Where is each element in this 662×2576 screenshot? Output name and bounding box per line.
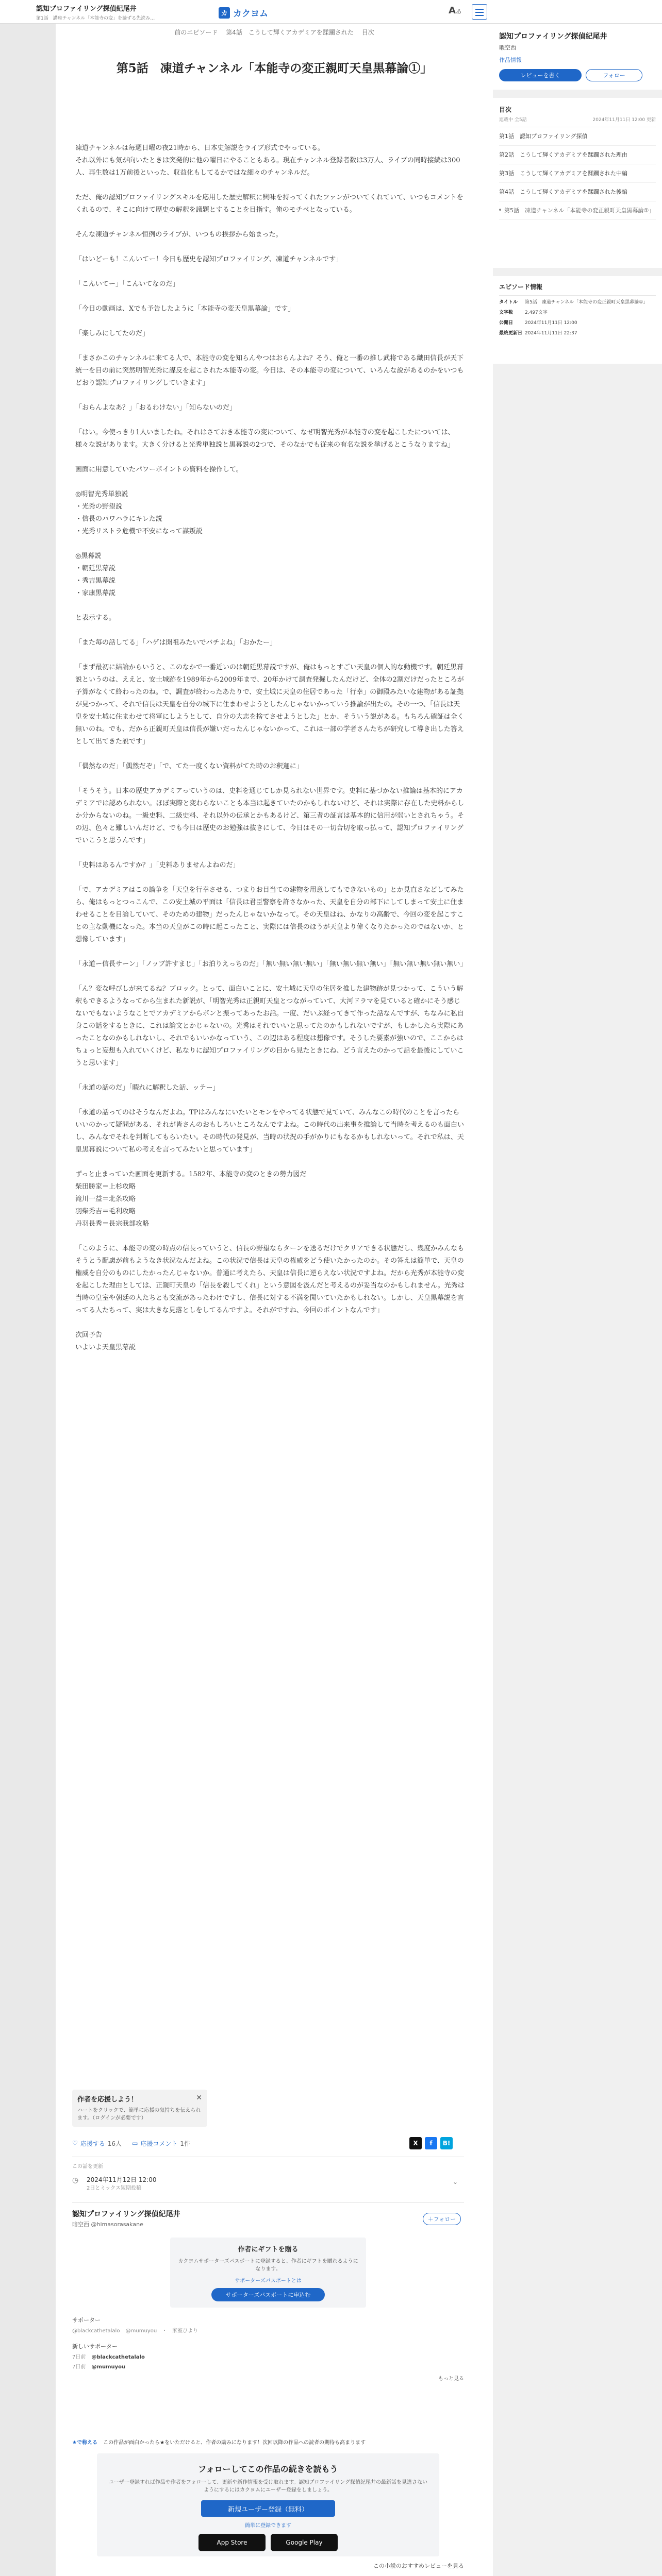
aa-small: あ [455,8,461,15]
body-paragraph: ずっと止まっていた画面を更新する。1582年、本能寺の変のときの勢力図だ 柴田勝家＝上杉攻略 滝川一益＝北条攻略 羽柴秀吉＝毛利攻略 丹羽長秀＝長宗我部攻略 [75,1171,307,1228]
body-paragraph: 「はいどーも！こんいてー！今日も歴史を認知プロファイリング、凍道チャンネルです」 [75,256,343,263]
sidebar-work-title[interactable]: 認知プロファイリング探偵紀尾井 [499,32,607,41]
body-paragraph: 「おらんよなあ？」「おるわけない」「知らないのだ」 [75,404,237,412]
author-section [72,2202,464,2439]
body-paragraph: 「また毎の話してる」「ハゲは開祖みたいでバチよね」「おかたー」 [75,639,277,647]
new-supporter-name[interactable]: @mumuyou [91,2364,126,2370]
supporter-name[interactable]: @blackcathetalalo [72,2328,120,2334]
info-value: 2024年11月11日 22:37 [525,331,577,336]
follow-cta-desc: ユーザー登録すれば作品や作者をフォローして、更新や新作情報を受け取れます。認知プロファイリング探偵紀尾井の最新話を見逃さないようにするにはカクヨムにユーザー登録をしましょう。 [108,2480,428,2493]
info-value: 2,497文字 [525,310,548,315]
follow-author-button[interactable] [423,2213,461,2225]
toc-meta [499,116,656,127]
body-paragraph: 「そうそう。日本の歴史アカデミアっていうのは、史料を通じてしか見られない世界です。史料に基づかない推論は基本的にアカデミアでは認められない。ほぼ実際と変わらないことも本当は起きていたのかもしれないけど、それは実際に存在した史料からしか分からないのね。一級史料、二級史料、それ以外の伝承とかもあるけど、第三者の証言は基本的に信用が弱いとされちゃう。その辺、色々と難しいんだけど、でも今日は歴史のお勉強は抜きにして、今日はその一切合切を取っ払って、認知プロファイリングでいこうと思うんです」 [75,787,465,844]
write-review-button[interactable]: レビューを書く [499,69,582,81]
body-paragraph: 次回予告 いよいよ天皇黒幕説 [75,1331,136,1351]
body-paragraph: ◎明智光秀単独説 ・光秀の野望説 ・信長のパワハラにキレた説 ・光秀リストラ危機で不安になって謀叛説 [75,490,203,535]
gift-button[interactable]: サポーターズパスポートに申込む [211,2288,325,2301]
gift-link[interactable]: サポーターズパスポートとは [235,2278,302,2284]
chevron-down-icon[interactable]: ⌄ [452,2178,458,2185]
hatena-share-icon[interactable]: B! [440,2137,453,2149]
recommend-row [72,2438,464,2449]
main-content [56,24,493,2576]
author-name[interactable]: 認知プロファイリング探偵紀尾井 [72,2210,180,2218]
update-label: この話を更新 [72,2164,103,2170]
gift-title: 作者にギフトを贈る [238,2246,299,2253]
work-subtitle: 第1話 講座チャンネル「本能寺の変」を論ずる先読み… [36,16,155,21]
work-title[interactable]: 認知プロファイリング探偵紀尾井 [36,5,137,13]
body-paragraph: 「まさかこのチャンネルに来てる人で、本能寺の変を知らんやつはおらんよね？そう、俺と一番の推し武将である織田信長が天下統一を目の前に突然明智光秀に謀反を起こされた本能寺の変。今日は、その本能寺の変について、いろんな説があるのかをいつもどおり認知プロファイリングしていきます」 [75,354,464,387]
body-paragraph: 「偶然なのだ」「偶然だぞ」「で、てた一度くない資料がてた時のお釈迦に」 [75,762,303,770]
episode-body [75,142,465,1366]
gift-desc: カクヨムサポーターズパスポートに登録すると、作者にギフトを贈れるようになります。 [178,2259,358,2272]
body-paragraph: 「今日の動画は、Xでも予告したように「本能寺の変天皇黒幕論」です」 [75,305,295,313]
supporter-note: @mumuyou ・ 家室ひより [125,2328,198,2334]
facebook-share-icon[interactable]: f [425,2137,437,2149]
clock-icon: ◷ [72,2176,79,2184]
update-sub: 2日とミックス短期投稿 [87,2185,142,2191]
toc-updated: 2024年11月11日 12:00 更新 [592,117,656,123]
body-paragraph: と表示する。 [75,614,116,622]
supporters-label: サポーター [72,2317,101,2324]
comment-count: 1件 [180,2140,191,2147]
body-paragraph: 「で、アカデミアはこの論争を「天皇を行幸させる、つまりお目当ての建物を用意してもできないもの」とか見直さなどしてみたら、俺はもっとつっこんで、この安土城の平面は「信長は君臣警察を許さなかった、天皇を自分の部下にしてしまって安土に住まわせることを目論していて、そのための建物」だったんじゃないかなって。その天皇はね、かなりの高齢で、今回の変を起こすことの主な動機になった。本当の天皇がこの時に起こったこと、実際には信長のほうが天皇より偉くなりたかったのではないか、と想像しています」 [75,886,464,943]
toc-link[interactable]: 目次 [361,29,374,36]
recommend-desc: この作品が面白かったら★をいただけると、作者の励みになります！次回以降の作品への読者の期待も高まります [103,2440,366,2446]
more-supporters-link[interactable]: もっと見る [438,2376,464,2382]
google-play-button[interactable]: Google Play [271,2534,338,2551]
body-paragraph: 「このように、本能寺の変の時点の信長っていうと、信長の野望ならターンを送るだけでクリアできる状態だし、幾度かみんなもそうとう配慮が前もようなき状況なんだよね。この状況で信長は天皇の権威をどう使いたかったのか。その答えは簡単で、天皇の権威を自分のものにしたかったんじゃないか。普通に考えたら、天皇は信長に逆らえない状況ですよね。だから光秀が本能寺の変を起こした理由としては、正親町天皇の「信長を殺してくれ」という意図を汲んだと考えるのが妥当なのかもしれません。光秀は当時の皇室や朝廷の人たちとも交流があったわけですし、信長に対する不満を聞いていたかもしれない。しかし、天皇黒幕説を言ってる人たちって、実は大きな見落としをしてるんですよ。それがですね、今回のポイントなんです」 [75,1245,465,1314]
info-key: 公開日 [499,320,514,326]
follow-label: フォロー [433,2216,456,2223]
share-buttons [409,2137,453,2149]
support-desc: ハートをクリックで、簡単に応援の気持ちを伝えられます。（ログインが必要です） [77,2108,201,2121]
toc-item[interactable]: 第4話 こうして輝くアカデミアを蹂躙された後編 [499,183,656,201]
new-supporter-date: 7日前 [72,2364,86,2370]
close-icon[interactable]: ✕ [196,2094,202,2102]
plus-icon: ＋ [427,2216,434,2223]
logo-mark-icon: カ [219,7,230,19]
logo-text: カクヨム [233,9,268,19]
star-recommend-label[interactable]: ★で称える [72,2440,97,2446]
body-paragraph: 「楽しみにしてたのだ」 [75,330,150,337]
new-supporter-date: 7日前 [72,2354,86,2360]
reviews-link[interactable]: この小説のおすすめレビューを見る [373,2563,464,2569]
comment-button[interactable] [132,2139,190,2148]
new-supporter-row [72,2352,464,2360]
info-key: タイトル [499,300,518,305]
follow-cta-title: フォローしてこの作品の続きを読もう [198,2464,338,2474]
cheer-label: 応援する [80,2140,105,2147]
body-paragraph: 「まず最初に結論からいうと、このなかで一番近いのは朝廷黒幕説ですが、俺はもっとすごい天皇の個人的な動機です。朝廷黒幕説というのは、ええと、安土城跡を1989年から2009年まで、20年かけて調査発掘したんだけど、全体の2割だけだったところが予算がなくて終わったのね。で、調査が終わったあたりで、安土城に天皇の住居であった「行幸」の御殿みたいな建物がある証拠が見つかって、それで信長は天皇を自分の城下に住まわせようとしたんじゃないかっていう推論が出たの。その一つ、「信長は天皇を安土城に住まわせて将軍にしようとして、自分の大志を捨てさせようとした」とか、そういう説がある。もちろん確証は全く無いのね。でも、だから正親町天皇は信長が嫌いだったんじゃないかって、これは一部の学者さんたちが研究して導き出した答えとして出てきた説です」 [75,664,464,745]
gift-box [170,2238,366,2308]
cheer-count: 16人 [107,2140,122,2147]
sidebar-work-card [493,24,662,90]
author-id[interactable]: 暗空西 @himasorasakane [72,2221,143,2228]
episode-info [493,276,662,364]
body-paragraph: そんな凍道チャンネル恒例のライブが、いつもの挨拶から始まった。 [75,231,283,239]
current-episode-link[interactable]: 第4話 こうして輝くアカデミアを蹂躙された [226,29,354,36]
cheer-button[interactable] [72,2139,122,2148]
body-paragraph: 「永道の話のだ」「暇れに解釈した話、ッテー」 [75,1084,220,1092]
support-title: 作者を応援しよう！ [77,2096,138,2104]
app-store-button[interactable]: App Store [198,2534,266,2551]
info-key: 文字数 [499,310,514,315]
table-of-contents [493,98,662,268]
reaction-row [72,2136,464,2150]
info-row [499,299,656,306]
toc-item-current[interactable]: 第5話 凍道チャンネル「本能寺の変正親町天皇黒幕論①」 [499,201,656,220]
sidebar-buttons [499,69,656,81]
comment-icon: ▭ [132,2140,138,2147]
toc-status: 連載中 全5話 [499,117,527,123]
toc-title: 目次 [499,106,512,113]
body-paragraph: 「永道ー信長サーン」「ノッブ許すまじ」「お泊りえっちのだ」「無い無い無い無い」「無い無い無い無い」「無い無い無い無い無い」 [75,960,467,968]
toc-item[interactable]: 第1話 認知プロファイリング探偵 [499,127,656,146]
body-paragraph: 「はい。今使っきり1人いましたね。それはさておき本能寺の変について、なぜ明智光秀が本能寺の変を起こしたについては、様々な説があります。大きく分けると光秀単独説と黒幕説の2つで、そのなかでも従来の有名な説を挙げるとこうなりますね」 [75,429,455,449]
app-store-badges [106,2534,430,2551]
signup-button[interactable]: 新規ユーザー登録（無料） [201,2500,335,2517]
supporter-row [72,2326,464,2334]
new-supporter-name[interactable]: @blackcathetalalo [91,2354,145,2360]
work-info-link[interactable]: 作品情報 [499,57,522,63]
body-paragraph: 凍道チャンネルは毎週日曜の夜21時から、日本史解説をライブ形式でやっている。 それ以外にも気が向いたときは突発的に他の曜日にやることもある。現在チャンネル登録者数は3万人、ライブの同時接続は300人、再生数は1万前後といった、収益化もしてるかではな細々のチャンネルだ。 [75,144,460,177]
new-supporter-row [72,2362,464,2370]
new-supporters-label: 新しいサポーター [72,2343,118,2350]
info-key: 最終更新日 [499,331,523,336]
prev-episode-link[interactable]: 前のエピソード [174,29,218,36]
body-paragraph: 「ん？変な呼びしが来てるね？ブロック。とって、面白いことに、安土城に天皇の住居を推した建物跡が見つかって、こういう解釈もできるようなってから生まれた新説が、「明智光秀は正親町天皇とつながっていて、大河ドラマを見ていると確かにそう感じないでもないようなことでアカデミアからボンと振ってあったお話。一度、だいぶ経ってきて作った話なんですが、ちなみに私自身この話をするときに、これは論文とかじゃないの。光秀はそれでいいと思ってたのかもしれないですが、もしかしたら実際にあったことなのかもしれないし、それでもいいかなっていう、この辺はある程度は想像です。そうした要素が強いので、ここからはちょっと妄想も入れていくけど、私なりに認知プロファイリングの目から見たときにね、どう言えたのかって話を最後にしていこうと思います」 [75,985,464,1067]
info-value: 2024年11月11日 12:00 [525,320,577,326]
info-row [499,320,656,327]
support-prompt-card [72,2090,207,2127]
info-row [499,330,656,337]
work-header[interactable] [36,3,180,21]
body-paragraph: 「史料はあるんですか？」「史料ありませんよねのだ」 [75,861,240,869]
site-logo[interactable] [219,6,268,19]
episode-info-title: エピソード情報 [499,282,656,296]
toc-item[interactable]: 第3話 こうして輝くアカデミアを蹂躙された中編 [499,164,656,183]
body-paragraph: 「永道の話ってのはそうなんだよね。TPはみんなにいたいとモンをやってる状態で見ていて、みんなこの時代のことを言ったらいいのかって疑問がある、それが皆さんのおもしろいところなんですよね。この時代の出来事を推論して当時を考えるのも面白いし、みんなでそれを判断してもらいたい。その時代の発見が、当時の状況の手がかりにもなるかもしれないって。それで私は、天皇黒幕説について私の考えを言ってみたいと思っています」 [75,1109,465,1154]
body-paragraph: 「こんいてー」「こんいてなのだ」 [75,280,179,288]
comment-label: 応援コメント [140,2140,178,2147]
follow-cta-box [97,2453,439,2556]
aa-large: A [449,5,456,16]
sidebar-top [493,0,662,24]
heart-icon: ♡ [72,2140,78,2147]
update-date: 2024年11月12日 12:00 [87,2176,157,2183]
toc-item[interactable]: 第2話 こうして輝くアカデミアを蹂躙された理由 [499,146,656,164]
episode-title: 第5話 凍道チャンネル「本能寺の変正親町天皇黒幕論①」 [116,61,433,75]
sidebar [493,0,662,2576]
body-paragraph: 画面に用意していたパワーポイントの資料を操作して。 [75,466,243,473]
breadcrumb [56,28,493,37]
menu-icon[interactable] [472,4,487,20]
info-value: 第5話 凍道チャンネル「本能寺の変正親町天皇黒幕論①」 [525,300,648,305]
body-paragraph: ただ、俺の認知プロファイリングスキルを応用した歴史解釈に興味を持ってくれたファンがついてくれていて、いつもコメントをくれるので、そこに向けて歴史の解釈を議題とすることを目指す。俺のモチベとなっている。 [75,194,464,214]
text-size-button[interactable] [449,5,461,16]
sidebar-author[interactable]: 暇空西 [499,44,516,51]
body-paragraph: ◎黒幕説 ・朝廷黒幕説 ・秀吉黒幕説 ・家康黒幕説 [75,552,116,597]
update-info[interactable] [72,2162,464,2193]
follow-work-button[interactable]: フォロー [586,69,642,81]
signup-note[interactable]: 簡単に登録できます [245,2523,291,2529]
x-share-icon[interactable]: X [409,2137,422,2149]
info-row [499,310,656,316]
